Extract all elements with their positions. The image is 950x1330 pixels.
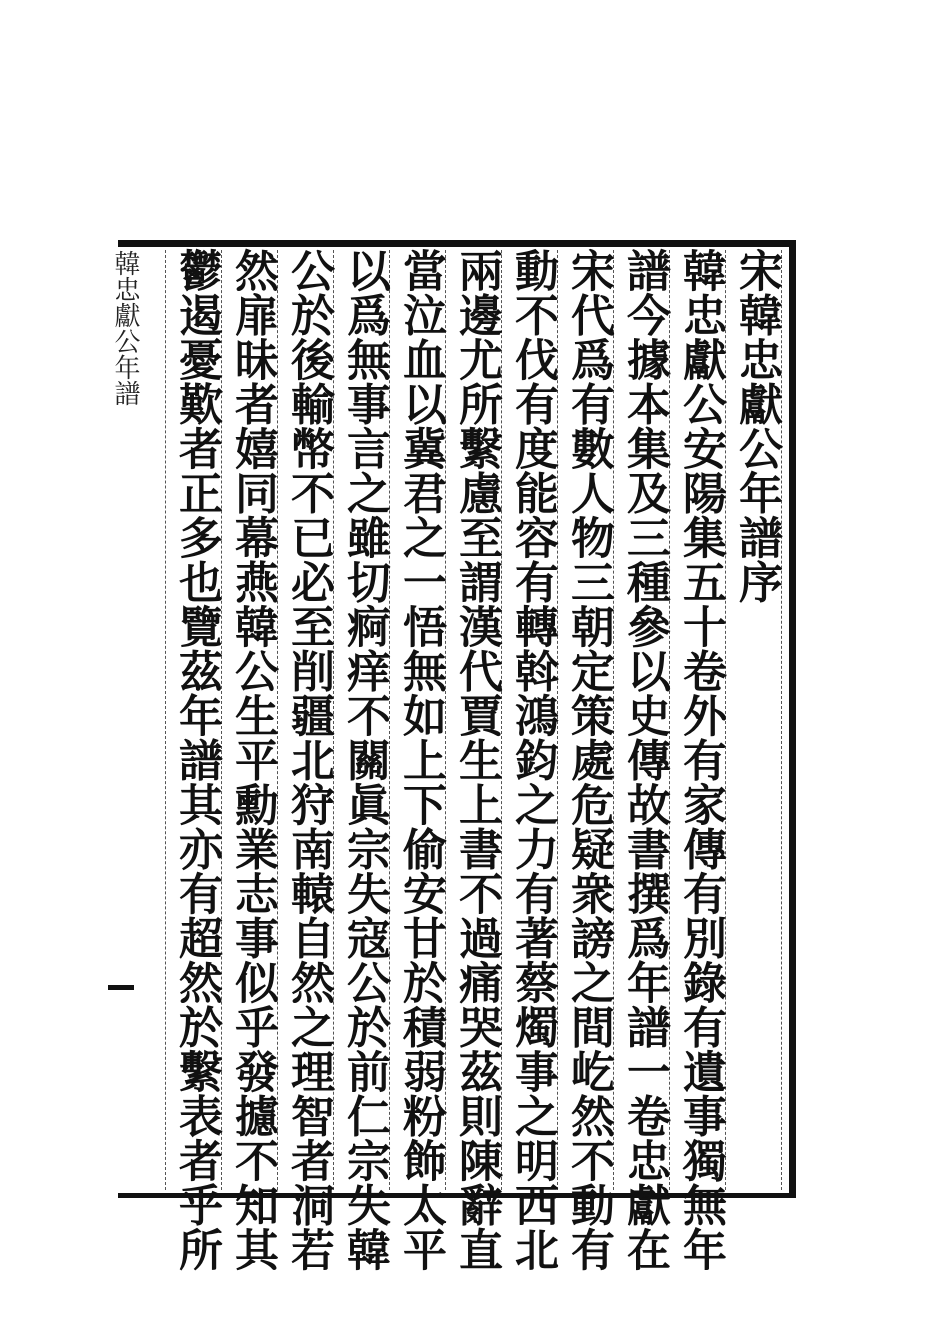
- text-column-7: 以爲無事言之雖切痾痒不關眞宗失寇公於前仁宗失韓: [339, 248, 390, 1272]
- text-column-1: 韓忠獻公安陽集五十卷外有家傳有別錄有遺事獨無年: [675, 248, 726, 1272]
- text-column-10: 鬱遏憂歎者正多也覽茲年譜其亦有超然於繫表者乎所: [171, 248, 222, 1272]
- text-column-6: 當泣血以冀君之一悟無如上下偷安甘於積弱粉飾太平: [395, 248, 446, 1272]
- text-column-8: 公於後輸幣不已必至削疆北狩南轅自然之理智者洞若: [283, 248, 334, 1272]
- preface-title: 宋韓忠獻公年譜序: [731, 248, 782, 604]
- text-column-2: 譜今據本集及三種參以史傳故書撰爲年譜一卷忠獻在: [619, 248, 670, 1272]
- column-rule: [165, 250, 166, 1190]
- text-column-4: 動不伐有度能容有轉斡鴻鈞之力有著蔡燭事之明西北: [507, 248, 558, 1272]
- fold-edge-text: 韓忠獻公年譜: [110, 250, 140, 406]
- text-column-3: 宋代爲有數人物三朝定策處危疑衆謗之間屹然不動有: [563, 248, 614, 1272]
- fish-tail-mark: [108, 985, 134, 990]
- text-column-5: 兩邊尤所繫慮至謂漢代賈生上書不過痛哭茲則陳辭直: [451, 248, 502, 1272]
- text-column-9: 然扉昧者嬉同幕燕韓公生平勳業志事似乎發攄不知其: [227, 248, 278, 1272]
